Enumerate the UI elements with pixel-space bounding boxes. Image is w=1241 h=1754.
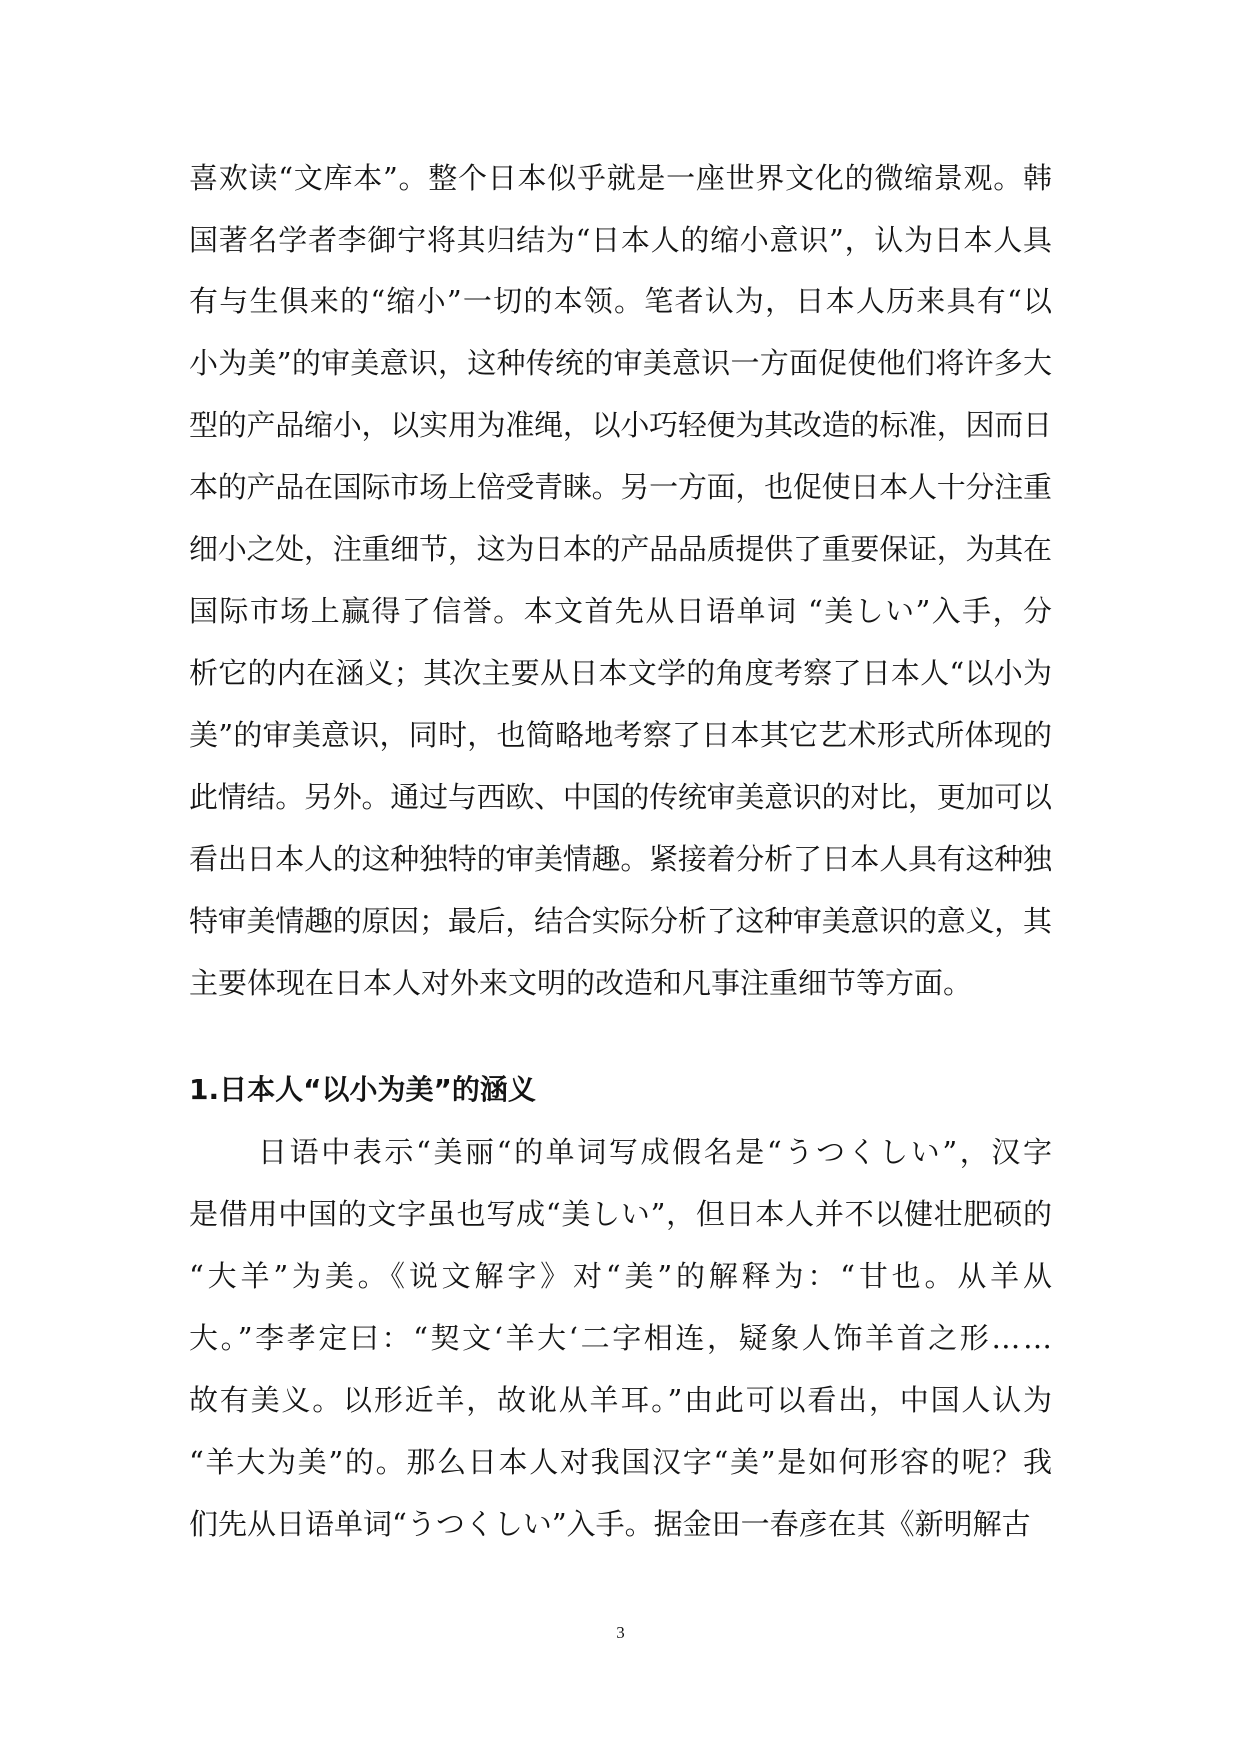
line-text: 美”的审美意识，同时，也简略地考察了日本其它艺术形式所体现的 (189, 718, 1053, 752)
line-text: 大。”李孝定曰：“契文‘羊大‘二字相连，疑象人饰羊首之形…… (189, 1321, 1055, 1355)
line-text: 此情结。另外。通过与西欧、中国的传统审美意识的对比，更加可以 (189, 780, 1052, 814)
line-text: 们先从日语单词“うつくしい”入手。据金田一春彦在其《新明解古 (189, 1507, 1031, 1541)
line-text: 特审美情趣的原因；最后，结合实际分析了这种审美意识的意义，其 (189, 904, 1052, 938)
line-text: 看出日本人的这种独特的审美情趣。紧接着分析了日本人具有这种独 (189, 842, 1052, 876)
line-text: 有与生俱来的“缩小”一切的本领。笔者认为，日本人历来具有“以 (189, 284, 1054, 318)
line-text: 细小之处，注重细节，这为日本的产品品质提供了重要保证，为其在 (189, 532, 1052, 566)
line-text: 喜欢读“文库本”。整个日本似乎就是一座世界文化的微缩景观。韩 (189, 161, 1053, 195)
line-text: 本的产品在国际市场上倍受青睐。另一方面，也促使日本人十分注重 (189, 470, 1052, 504)
line-text: “大羊”为美。《说文解字》对“美”的解释为：“甘也。从羊从 (189, 1259, 1056, 1293)
line-text: 是借用中国的文字虽也写成“美しい”，但日本人并不以健壮肥硕的 (189, 1197, 1053, 1231)
line-text: 析它的内在涵义；其次主要从日本文学的角度考察了日本人“以小为 (189, 656, 1053, 690)
line-text: 国际市场上赢得了信誉。本文首先从日语单词 “美しい”入手，分 (189, 594, 1054, 628)
line-text: 主要体现在日本人对外来文明的改造和凡事注重细节等方面。 (189, 966, 973, 1000)
page-number: 3 (616, 1623, 625, 1642)
section-heading: 1.日本人“以小为美”的涵义 (189, 1073, 536, 1106)
line-text: 故有美义。以形近羊，故讹从羊耳。”由此可以看出，中国人认为 (189, 1383, 1054, 1417)
line-text: 国著名学者李御宁将其归结为“日本人的缩小意识”，认为日本人具 (189, 223, 1053, 257)
line-text: 日语中表示“美丽“的单词写成假名是“うつくしい”，汉字 (258, 1135, 1055, 1169)
line-text: 小为美”的审美意识，这种传统的审美意识一方面促使他们将许多大 (189, 346, 1053, 380)
line-text: “羊大为美”的。那么日本人对我国汉字“美”是如何形容的呢？我 (189, 1445, 1054, 1479)
line-text: 型的产品缩小，以实用为准绳，以小巧轻便为其改造的标准，因而日 (189, 408, 1052, 442)
